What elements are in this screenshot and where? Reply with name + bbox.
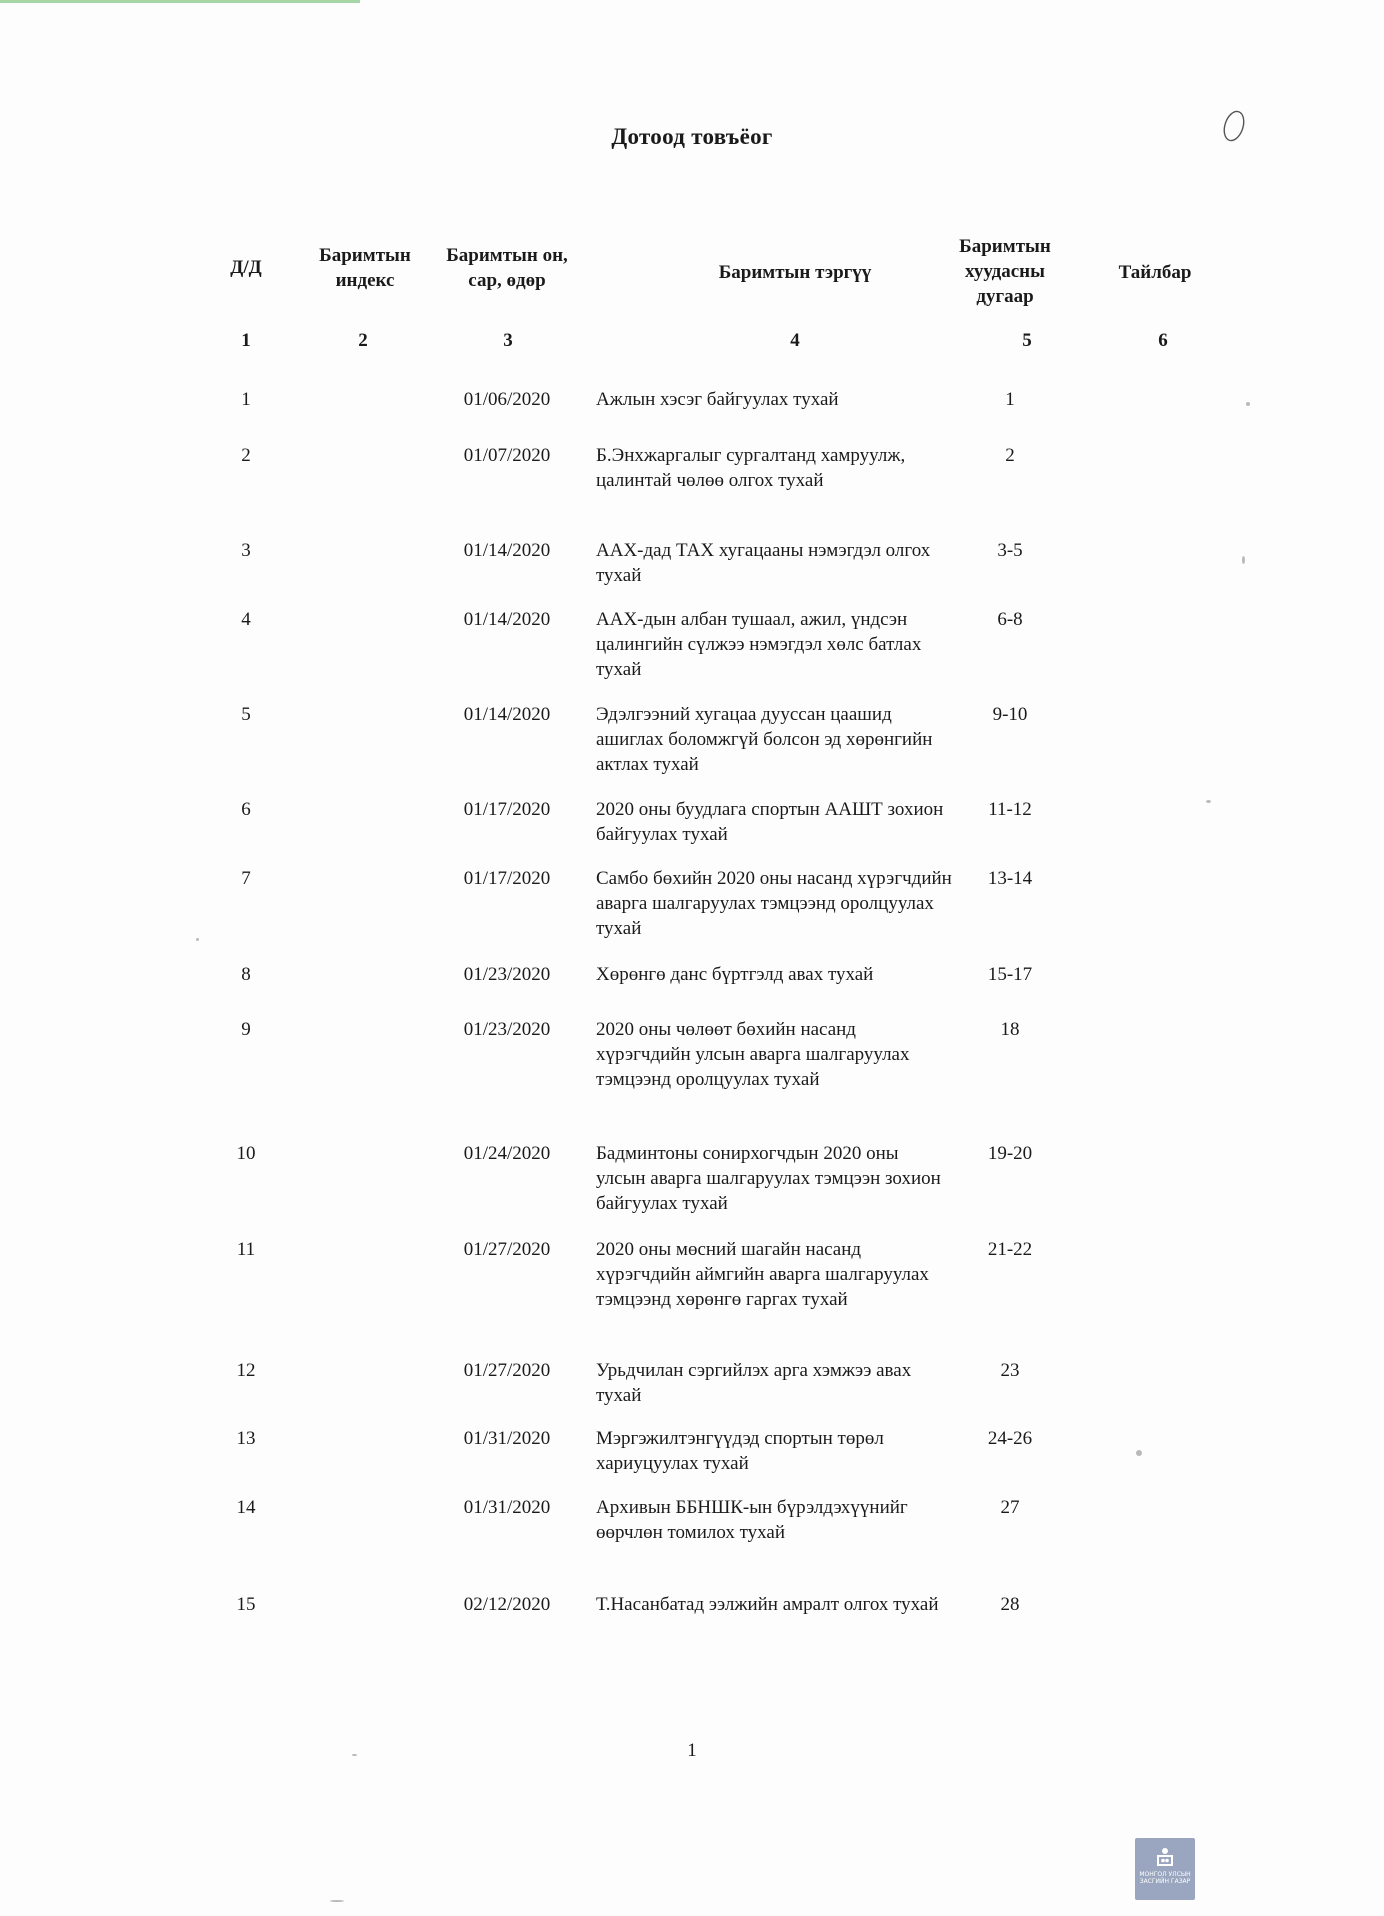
row-subject: Самбо бөхийн 2020 оны насанд хүрэгчдийн аварга шалгаруулах тэмцээнд оролцуулах тухай [596,868,952,939]
row-date: 01/06/2020 [463,389,551,410]
row-pages: 15-17 [987,964,1033,985]
scan-speck [1242,556,1245,564]
row-subject: Мэргэжилтэнгүүдэд спортын төрөл хариуцуулах тухай [596,1428,884,1474]
row-pages: 6-8 [997,609,1023,630]
row-date: 01/27/2020 [463,1360,551,1381]
scan-speck [1206,800,1211,803]
row-pages: 19-20 [987,1143,1033,1164]
stamp-line: МОНГОЛ УЛСЫН [1139,1871,1191,1878]
row-date: 01/31/2020 [463,1428,551,1449]
row-number: 9 [241,1019,251,1040]
row-number: 1 [241,389,251,410]
row-subject: Эдэлгээний хугацаа дууссан цаашид ашиглах боломжгүй болсон эд хөрөнгийн актлах тухай [596,704,933,775]
soyombo-emblem-icon [1154,1846,1176,1868]
document-title: Дотоод товъёог [611,124,773,149]
row-number: 3 [241,540,251,561]
row-subject: Архивын ББНШК-ын бүрэлдэхүүнийг өөрчлөн томилох тухай [596,1497,908,1543]
row-pages: 2 [1005,445,1015,466]
row-pages: 18 [1000,1019,1020,1040]
row-number: 10 [236,1143,256,1164]
column-number: 3 [503,330,513,351]
row-number: 8 [241,964,251,985]
row-date: 01/27/2020 [463,1239,551,1260]
header-subject: Баримтын тэргүү [718,262,872,283]
row-pages: 24-26 [987,1428,1033,1449]
scan-speck [196,938,199,941]
row-date: 01/14/2020 [463,609,551,630]
row-subject: Урьдчилан сэргийлэх арга хэмжээ авах тухай [596,1360,912,1406]
row-subject: 2020 оны буудлага спортын ААШТ зохион байгуулах тухай [596,799,944,845]
row-pages: 13-14 [987,868,1033,889]
column-number: 1 [241,330,251,351]
row-subject: Т.Насанбатад ээлжийн амралт олгох тухай [596,1594,939,1615]
row-number: 4 [241,609,251,630]
page-number: 1 [687,1740,697,1761]
row-subject: Б.Энхжаргалыг сургалтанд хамруулж, цалинтай чөлөө олгох тухай [596,445,906,491]
row-pages: 11-12 [988,799,1032,820]
row-number: 7 [241,868,251,889]
row-date: 01/23/2020 [463,1019,551,1040]
scan-speck [352,1754,357,1756]
column-number: 5 [1022,330,1032,351]
scan-edge [0,0,360,3]
header-index: Баримтын индекс [319,245,411,291]
row-date: 01/14/2020 [463,704,551,725]
row-date: 01/07/2020 [463,445,551,466]
row-subject: Бадминтоны сонирхогчдын 2020 оны улсын аварга шалгаруулах тэмцээн зохион байгуулах тухай [596,1143,941,1214]
row-date: 01/24/2020 [463,1143,551,1164]
row-subject: 2020 оны чөлөөт бөхийн насанд хүрэгчдийн улсын аварга шалгаруулах тэмцээнд оролцуулах тухай [596,1019,910,1090]
stamp-line: ЗАСГИЙН ГАЗАР [1139,1878,1191,1885]
row-pages: 1 [1005,389,1015,410]
row-pages: 9-10 [992,704,1028,725]
header-pages: Баримтын хуудасны дугаар [959,236,1051,307]
row-date: 01/14/2020 [463,540,551,561]
row-pages: 21-22 [987,1239,1033,1260]
row-subject: ААХ-дад ТАХ хугацааны нэмэгдэл олгох тухай [596,540,931,586]
row-number: 13 [236,1428,256,1449]
column-number: 6 [1158,330,1168,351]
row-number: 12 [236,1360,256,1381]
row-subject: 2020 оны мөсний шагайн насанд хүрэгчдийн аймгийн аварга шалгаруулах тэмцээнд хөрөнгө гаргах тухай [596,1239,929,1310]
row-number: 14 [236,1497,256,1518]
scan-speck [330,1900,344,1902]
row-pages: 27 [1000,1497,1020,1518]
column-number: 4 [790,330,800,351]
row-number: 6 [241,799,251,820]
row-number: 5 [241,704,251,725]
government-stamp [1135,1838,1195,1900]
row-date: 01/31/2020 [463,1497,551,1518]
header-no: Д/Д [230,257,262,278]
row-pages: 3-5 [997,540,1023,561]
row-subject: Хөрөнгө данс бүртгэлд авах тухай [596,964,874,985]
row-date: 02/12/2020 [463,1594,551,1615]
row-pages: 28 [1000,1594,1020,1615]
row-date: 01/17/2020 [463,799,551,820]
row-subject: Ажлын хэсэг байгуулах тухай [596,389,839,410]
header-date: Баримтын он, сар, өдөр [446,245,568,291]
row-subject: ААХ-дын албан тушаал, ажил, үндсэн цалингийн сүлжээ нэмэгдэл хөлс батлах тухай [596,609,922,680]
row-date: 01/23/2020 [463,964,551,985]
row-number: 11 [236,1239,256,1260]
row-date: 01/17/2020 [463,868,551,889]
row-number: 2 [241,445,251,466]
row-number: 15 [236,1594,256,1615]
scan-speck [1136,1450,1142,1456]
handwritten-mark [1216,106,1252,146]
header-note: Тайлбар [1118,262,1192,283]
column-number: 2 [358,330,368,351]
scan-speck [1246,402,1250,406]
row-pages: 23 [1000,1360,1020,1381]
